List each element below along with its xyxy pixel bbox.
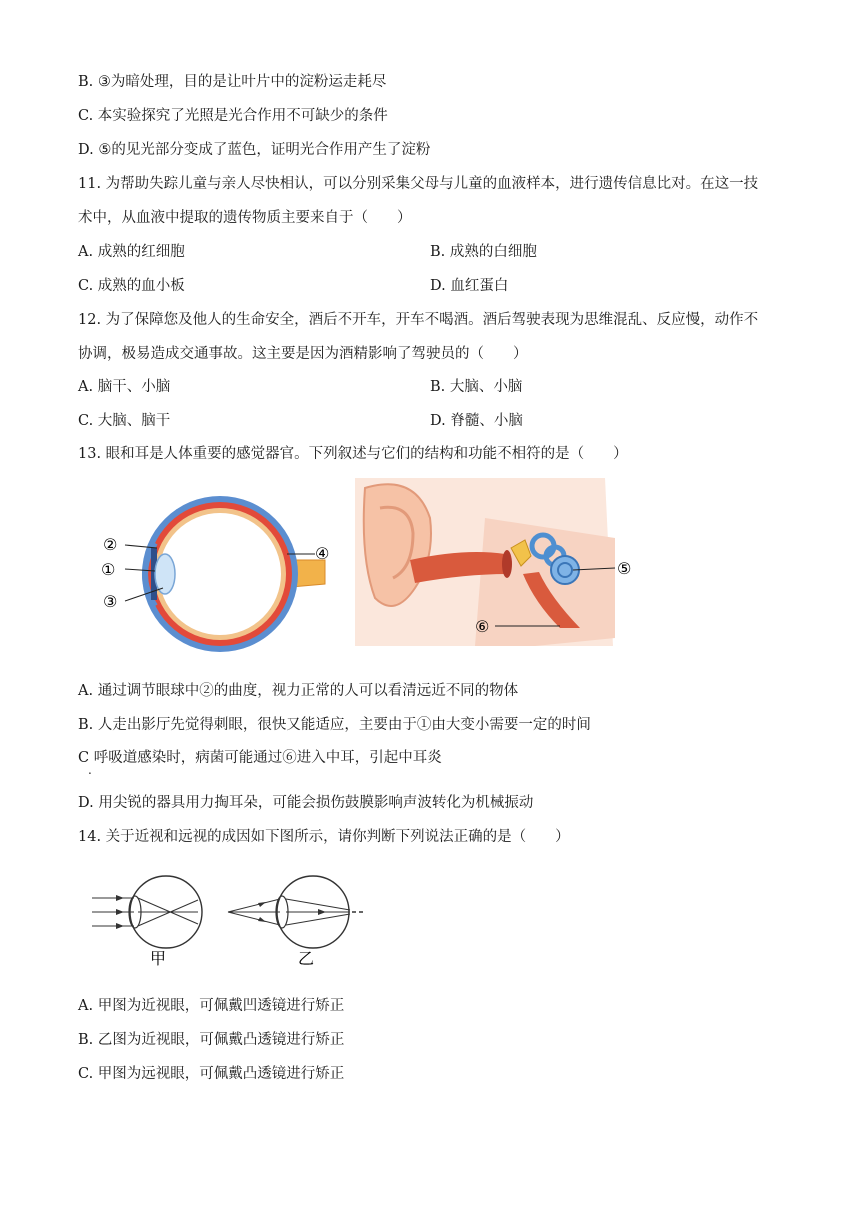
q14-option-a: A. 甲图为近视眼，可佩戴凹透镜进行矫正 (78, 998, 345, 1014)
vision-diagram (88, 872, 368, 972)
q13-option-c: C 呼吸道感染时，病菌可能通过⑥进入中耳，引起中耳炎 (78, 750, 442, 766)
eye-yi (228, 876, 363, 948)
q11-stem-line1: 11. 为帮助失踪儿童与亲人尽快相认，可以分别采集父母与儿童的血液样本，进行遗传信息比对。在这一技 (78, 176, 759, 192)
q12-option-c: C. 大脑、脑干 (78, 413, 171, 429)
eye-label-4: ④ (315, 544, 330, 563)
q12-stem-line1: 12. 为了保障您及他人的生命安全，酒后不开车，开车不喝酒。酒后驾驶表现为思维混乱、反应慢，动作不 (78, 312, 759, 328)
q13-option-c-dot: . (88, 763, 92, 777)
eye-label-2: ② (103, 535, 118, 554)
eye-label-1: ① (101, 560, 116, 579)
q10-option-c: C. 本实验探究了光照是光合作用不可缺少的条件 (78, 108, 388, 124)
q12-option-a: A. 脑干、小脑 (78, 379, 171, 395)
q14-option-b: B. 乙图为近视眼，可佩戴凸透镜进行矫正 (78, 1032, 345, 1048)
q13-option-a: A. 通过调节眼球中②的曲度，视力正常的人可以看清远近不同的物体 (78, 683, 519, 699)
q10-option-d: D. ⑤的见光部分变成了蓝色，证明光合作用产生了淀粉 (78, 142, 431, 158)
q13-stem: 13. 眼和耳是人体重要的感觉器官。下列叙述与它们的结构和功能不相符的是（ ） (78, 446, 628, 462)
eye-jia (92, 876, 202, 948)
q11-option-c: C. 成熟的血小板 (78, 278, 185, 294)
q12-option-b: B. 大脑、小脑 (430, 379, 523, 395)
ear-label-5: ⑤ (617, 559, 632, 578)
q11-stem-line2: 术中，从血液中提取的遗传物质主要来自于（ ） (78, 210, 412, 226)
q13-option-b: B. 人走出影厅先觉得刺眼，很快又能适应，主要由于①由大变小需要一定的时间 (78, 717, 591, 733)
ear-label-6: ⑥ (475, 617, 490, 636)
eye-label-3: ③ (103, 592, 118, 611)
ear-diagram (355, 478, 645, 646)
q14-stem: 14. 关于近视和远视的成因如下图所示，请你判断下列说法正确的是（ ） (78, 829, 570, 845)
q12-option-d: D. 脊髓、小脑 (430, 413, 523, 429)
q14-option-c: C. 甲图为远视眼，可佩戴凸透镜进行矫正 (78, 1066, 345, 1082)
q10-option-b: B. ③为暗处理，目的是让叶片中的淀粉运走耗尽 (78, 74, 387, 90)
q13-option-d: D. 用尖锐的器具用力掏耳朵，可能会损伤鼓膜影响声波转化为机械振动 (78, 795, 534, 811)
q11-option-b: B. 成熟的白细胞 (430, 244, 537, 260)
label-yi: 乙 (298, 949, 315, 968)
q11-option-a: A. 成熟的红细胞 (78, 244, 185, 260)
q12-stem-line2: 协调，极易造成交通事故。这主要是因为酒精影响了驾驶员的（ ） (78, 346, 528, 362)
q11-option-d: D. 血红蛋白 (430, 278, 509, 294)
eye-diagram (95, 488, 330, 668)
label-jia: 甲 (150, 949, 167, 968)
